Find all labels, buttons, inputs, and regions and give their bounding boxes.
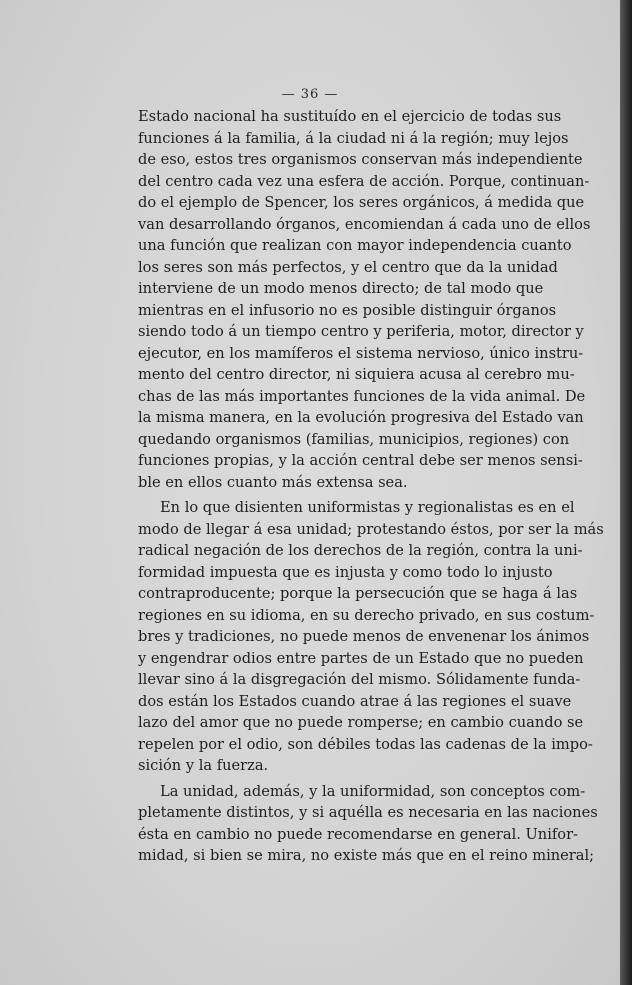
text-line: repelen por el odio, son débiles todas las cadenas de la impo-: [138, 735, 593, 753]
text-line: radical negación de los derechos de la región, contra la uni-: [138, 542, 583, 559]
text-line: formidad impuesta que es injusta y como todo lo injusto: [138, 563, 553, 581]
text-line: pletamente distintos, y si aquélla es necesaria en las naciones: [138, 804, 598, 821]
text-line: y engendrar odios entre partes de un Estado que no pueden: [138, 649, 584, 667]
paragraph: [138, 781, 598, 867]
text-line: Estado nacional ha sustituído en el ejercicio de todas sus: [138, 108, 562, 125]
text-line: una función que realizan con mayor independencia cuanto: [138, 237, 572, 254]
page-number: — 36 —: [281, 87, 339, 102]
text-line: lazo del amor que no puede romperse; en cambio cuando se: [138, 714, 584, 731]
text-line: la misma manera, en la evolución progresiva del Estado van: [138, 409, 584, 426]
text-line: de eso, estos tres organismos conservan más independiente: [138, 151, 583, 168]
text-line: del centro cada vez una esfera de acción. Porque, continuan-: [138, 172, 590, 190]
text-line: quedando organismos (familias, municipios, regiones) con: [138, 430, 570, 448]
text-line: mientras en el infusorio no es posible distinguir órganos: [138, 301, 557, 319]
paragraph: [138, 497, 604, 777]
text-line: ésta en cambio no puede recomendarse en general. Unifor-: [138, 825, 578, 843]
text-line: interviene de un modo menos directo; de tal modo que: [138, 280, 544, 297]
paragraph: [138, 106, 591, 493]
text-line: bres y tradiciones, no puede menos de envenenar los ánimos: [138, 628, 590, 645]
page-edge-shadow: [620, 0, 632, 985]
text-line: los seres son más perfectos, y el centro que da la unidad: [138, 258, 558, 276]
text-line: van desarrollando órganos, encomiendan á cada uno de ellos: [138, 215, 591, 233]
text-line: regiones en su idioma, en su derecho privado, en sus costum-: [138, 606, 595, 624]
text-line: funciones propias, y la acción central debe ser menos sensi-: [138, 452, 583, 469]
text-line: En lo que disienten uniformistas y regionalistas es en el: [160, 499, 575, 516]
text-line: modo de llegar á esa unidad; protestando éstos, por ser la más: [138, 520, 604, 538]
text-line: sición y la fuerza.: [138, 757, 269, 774]
text-line: dos están los Estados cuando atrae á las regiones el suave: [138, 692, 572, 710]
text-line: chas de las más importantes funciones de la vida animal. De: [138, 387, 586, 405]
text-line: La unidad, además, y la uniformidad, son conceptos com-: [160, 782, 586, 800]
text-line: llevar sino á la disgregación del mismo. Sólidamente funda-: [138, 671, 581, 688]
text-line: contraproducente; porque la persecución que se haga á las: [138, 585, 578, 602]
text-line: mento del centro director, ni siquiera acusa al cerebro mu-: [138, 366, 575, 383]
text-line: do el ejemplo de Spencer, los seres orgánicos, á medida que: [138, 194, 585, 211]
text-line: ble en ellos cuanto más extensa sea.: [138, 473, 408, 491]
body-text: [138, 106, 604, 867]
text-line: funciones á la familia, á la ciudad ni á la región; muy lejos: [138, 129, 569, 147]
text-line: siendo todo á un tiempo centro y periferia, motor, director y: [138, 323, 584, 340]
text-line: ejecutor, en los mamíferos el sistema nervioso, único instru-: [138, 344, 584, 362]
text-line: midad, si bien se mira, no existe más que en el reino mineral;: [138, 847, 595, 864]
